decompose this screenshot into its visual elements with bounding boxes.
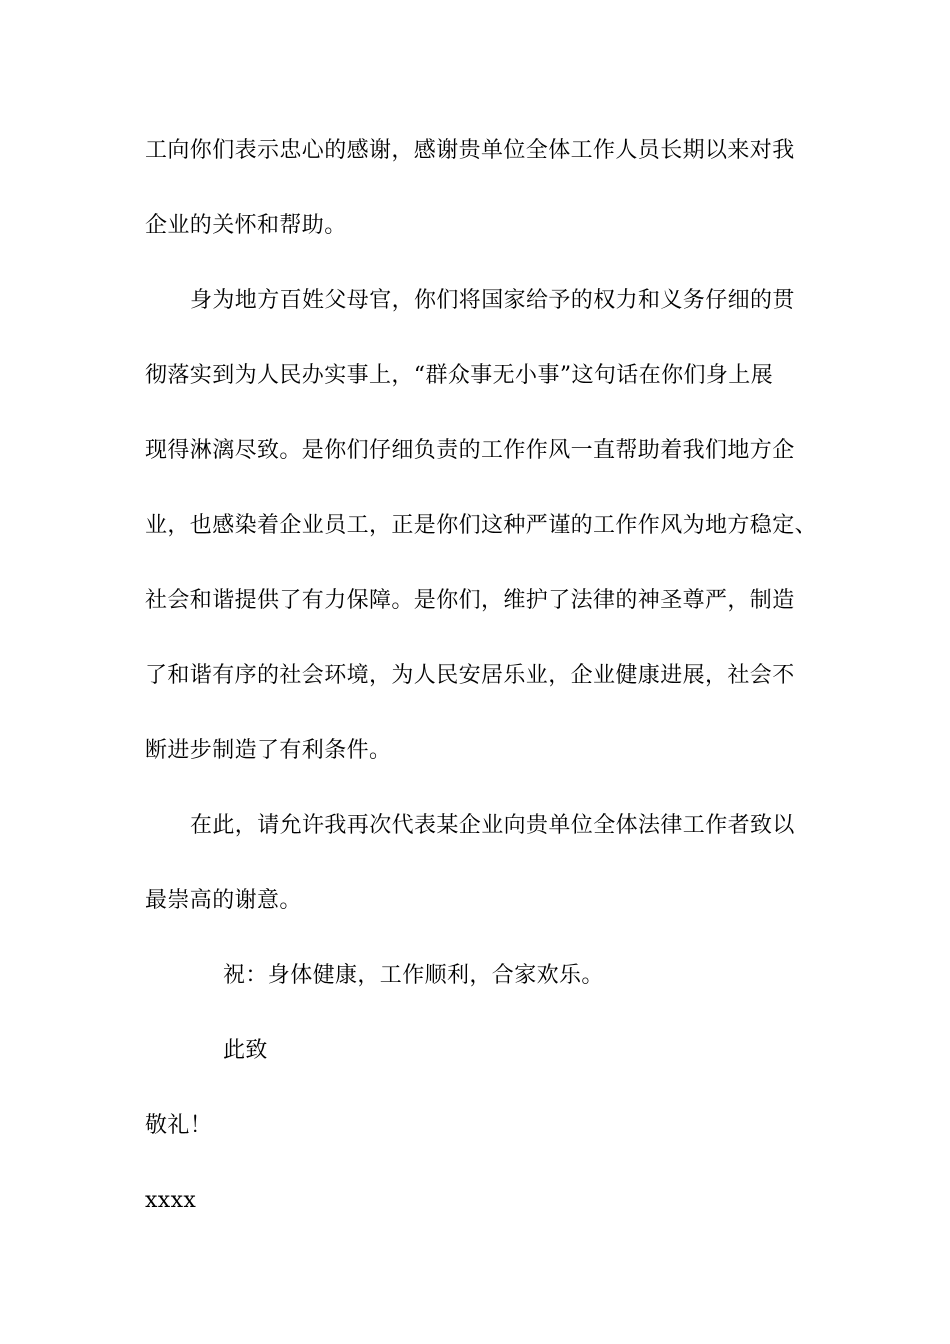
paragraph-line: 在此，请允许我再次代表某企业向贵单位全体法律工作者致以 (190, 813, 795, 838)
paragraph-line: 身为地方百姓父母官，你们将国家给予的权力和义务仔细的贯 (190, 288, 795, 313)
paragraph-line: 最崇高的谢意。 (145, 888, 302, 913)
closing-wish: 祝：身体健康，工作顺利，合家欢乐。 (223, 963, 604, 988)
paragraph-line: 断进步制造了有利条件。 (145, 738, 392, 763)
signature: xxxx (145, 1188, 197, 1213)
paragraph-line: 社会和谐提供了有力保障。是你们，维护了法律的神圣尊严，制造 (145, 588, 795, 613)
paragraph-line: 彻落实到为人民办实事上，“群众事无小事”这句话在你们身上展 (145, 363, 774, 388)
paragraph-line: 了和谐有序的社会环境，为人民安居乐业，企业健康进展，社会不 (145, 663, 795, 688)
closing-regards: 敬礼！ (145, 1113, 213, 1138)
closing-salutation: 此致 (223, 1038, 268, 1063)
paragraph-line: 企业的关怀和帮助。 (145, 213, 347, 238)
paragraph-line: 工向你们表示忠心的感谢，感谢贵单位全体工作人员长期以来对我 (145, 138, 795, 163)
paragraph-line: 业，也感染着企业员工，正是你们这种严谨的工作作风为地方稳定、 (145, 513, 818, 538)
paragraph-line: 现得淋漓尽致。是你们仔细负责的工作作风一直帮助着我们地方企 (145, 438, 795, 463)
